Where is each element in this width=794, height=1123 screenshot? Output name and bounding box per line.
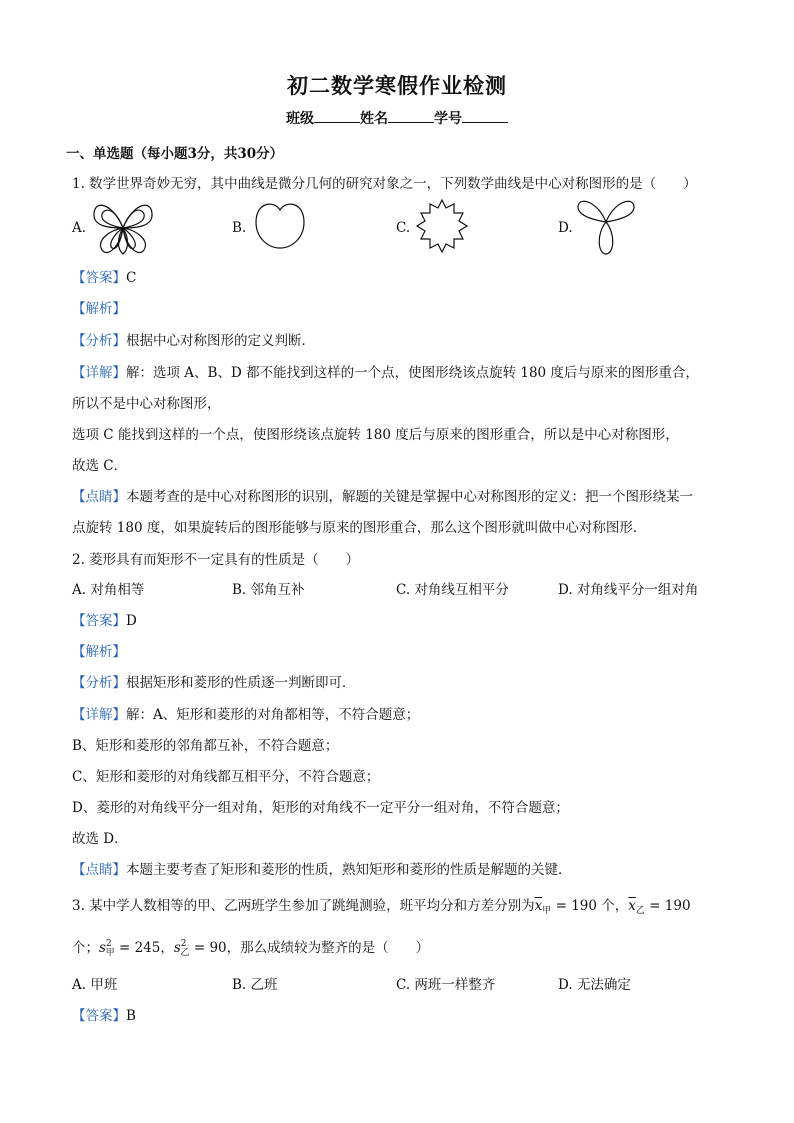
answer-tag: 【答案】 xyxy=(72,1008,126,1024)
q3-prefix: 个； xyxy=(72,940,99,956)
q1-option-a-label: A. xyxy=(72,220,87,236)
student-info-line xyxy=(0,108,794,128)
variance-subscript-yi: 乙 xyxy=(180,948,190,958)
answer-value: D xyxy=(126,613,137,629)
q1-xiangjie-4: 故选 C． xyxy=(72,458,128,474)
dianjing-tag: 【点睛】 xyxy=(72,489,126,505)
id-blank[interactable] xyxy=(462,110,508,123)
fenxi-text: 根据中心对称图形的定义判断． xyxy=(126,333,315,349)
q1-xiangjie-1 xyxy=(72,361,699,381)
q1-option-c-label: C. xyxy=(396,220,411,236)
q2-fenxi xyxy=(72,671,356,691)
q3-stem-line1 xyxy=(72,894,691,916)
section-heading: 一、单选题（每小题3分，共30分） xyxy=(66,146,284,162)
q3-answer xyxy=(72,1004,136,1024)
id-label: 学号 xyxy=(434,111,462,127)
q3-option-c: C. 两班一样整齐 xyxy=(396,977,496,993)
q2-analysis xyxy=(72,640,126,660)
q1-answer xyxy=(72,266,136,286)
fenxi-tag: 【分析】 xyxy=(72,675,126,691)
fenxi-text: 根据矩形和菱形的性质逐一判断即可． xyxy=(126,675,356,691)
class-label: 班级 xyxy=(286,111,314,127)
variance-symbol: s xyxy=(173,940,181,956)
q1-option-b-label: B. xyxy=(232,220,247,236)
q2-option-d: D. 对角线平分一组对角 xyxy=(558,582,699,598)
variance-exponent: 2 xyxy=(180,939,187,949)
analysis-tag: 【解析】 xyxy=(72,301,126,317)
xiangjie-tag: 【详解】 xyxy=(72,365,126,381)
page-title: 初二数学寒假作业检测 xyxy=(287,73,507,98)
q2-answer xyxy=(72,609,137,629)
cardioid-figure xyxy=(252,198,308,252)
fenxi-tag: 【分析】 xyxy=(72,333,126,349)
xiangjie-text: 解：A、矩形和菱形的对角都相等，不符合题意； xyxy=(126,707,420,723)
dianjing-text: 本题考查的是中心对称图形的识别，解题的关键是掌握中心对称图形的定义：把一个图形绕某一 xyxy=(126,489,693,505)
q3-option-a: A. 甲班 xyxy=(72,977,118,993)
q2-option-a: A. 对角相等 xyxy=(72,582,145,598)
butterfly-curve-figure xyxy=(88,198,158,258)
q1-xiangjie-2: 所以不是中心对称图形， xyxy=(72,396,221,412)
mean-symbol: $\overline{x}$ xyxy=(534,898,543,914)
q2-xiangjie-3: C、矩形和菱形的对角线都互相平分，不符合题意； xyxy=(72,769,380,785)
q3-suffix: ，那么成绩较为整齐的是（ ） xyxy=(226,940,430,956)
q2-xiangjie-1 xyxy=(72,703,419,723)
three-leaf-rose-figure xyxy=(574,192,638,258)
mean-subscript-yi: 乙 xyxy=(635,906,645,916)
q2-option-b: B. 邻角互补 xyxy=(232,582,305,598)
xiangjie-tag: 【详解】 xyxy=(72,707,126,723)
q2-xiangjie-5: 故选 D． xyxy=(72,831,128,847)
q3-option-d: D. 无法确定 xyxy=(558,977,631,993)
q1-analysis xyxy=(72,297,126,317)
q1-dianjing-2: 点旋转 180 度，如果旋转后的图形能够与原来的图形重合，那么这个图形就叫做中心对称图形． xyxy=(72,520,647,536)
q3-eq-190-b: = 190 xyxy=(644,898,691,914)
xiangjie-text: 解：选项 A、B、D 都不能找到这样的一个点，使图形绕该点旋转 180 度后与原来的图形重合， xyxy=(126,365,699,381)
mean-symbol: $\overline{x}$ xyxy=(628,898,636,914)
q1-option-d-label: D. xyxy=(558,220,573,236)
mean-subscript-jia: 甲 xyxy=(542,906,552,916)
name-label: 姓名 xyxy=(360,111,388,127)
q3-eq-190-a: = 190 个， xyxy=(551,898,629,914)
q1-stem: 1. 数学世界奇妙无穷，其中曲线是微分几何的研究对象之一，下列数学曲线是中心对称图形的是（ ） xyxy=(72,176,697,192)
answer-tag: 【答案】 xyxy=(72,270,126,286)
q2-xiangjie-2: B、矩形和菱形的邻角都互补，不符合题意； xyxy=(72,738,339,754)
class-blank[interactable] xyxy=(314,110,360,123)
variance-exponent: 2 xyxy=(105,939,112,949)
answer-value: C xyxy=(126,270,137,286)
answer-tag: 【答案】 xyxy=(72,613,126,629)
q1-fenxi xyxy=(72,329,315,349)
name-blank[interactable] xyxy=(388,110,434,123)
variance-symbol: s xyxy=(99,940,106,956)
q2-stem: 2. 菱形具有而矩形不一定具有的性质是（ ） xyxy=(72,552,360,568)
q3-option-b: B. 乙班 xyxy=(232,977,278,993)
snowflake-curve-figure xyxy=(412,196,472,256)
q2-dianjing-1 xyxy=(72,858,572,878)
q2-xiangjie-4: D、菱形的对角线平分一组对角，矩形的对角线不一定平分一组对角，不符合题意； xyxy=(72,800,569,816)
answer-value: B xyxy=(126,1008,136,1024)
q3-eq-90: = 90 xyxy=(189,940,227,956)
variance-subscript-jia: 甲 xyxy=(105,948,115,958)
dianjing-text: 本题主要考查了矩形和菱形的性质，熟知矩形和菱形的性质是解题的关键． xyxy=(126,862,572,878)
q3-stem-a: 3. 某中学人数相等的甲、乙两班学生参加了跳绳测验，班平均分和方差分别为 xyxy=(72,898,535,914)
analysis-tag: 【解析】 xyxy=(72,644,126,660)
q3-stem-line2 xyxy=(72,936,429,958)
q1-dianjing-1 xyxy=(72,485,693,505)
q3-eq-245: = 245， xyxy=(114,940,174,956)
q2-option-c: C. 对角线互相平分 xyxy=(396,582,509,598)
dianjing-tag: 【点睛】 xyxy=(72,862,126,878)
q1-xiangjie-3: 选项 C 能找到这样的一个点，使图形绕该点旋转 180 度后与原来的图形重合，所以是中心对称图形， xyxy=(72,427,679,443)
